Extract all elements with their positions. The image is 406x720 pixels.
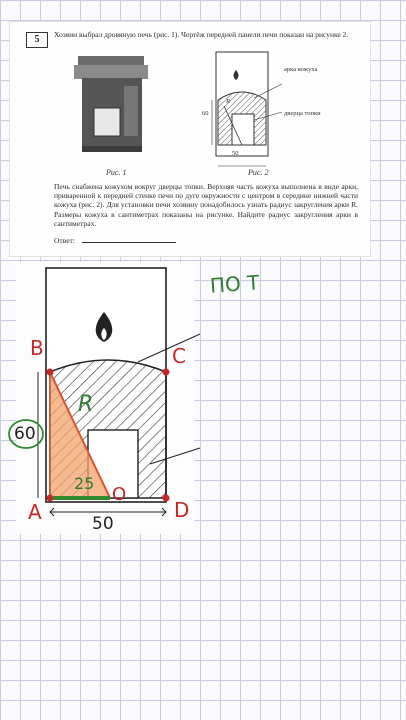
task-intro: Хозяин выбрал дровяную печь (рис. 1). Чертёж передней панели печи показан на рисунке 2. <box>54 30 349 39</box>
half-width-label: 25 <box>74 474 95 493</box>
stove-photo <box>68 56 156 160</box>
task-body: Печь снабжена кожухом вокруг дверцы топки. Верхняя часть кожуха выполнена в виде арки, приваренной к передней стенке печи по дуге окружности с центром в середине нижней части кожуха (рис. 2). Для установки печи хозяину понадобилось узнать радиус закругления арки R. Размеры кожуха в сантиметрах показаны на рисунке. Найдите радиус закругления арки в сантиметрах. <box>54 182 358 228</box>
point-o-label: O <box>112 484 127 505</box>
fig1-caption: Рис. 1 <box>106 168 127 177</box>
height-label: 60 <box>14 424 36 444</box>
point-d-label: D <box>174 498 190 522</box>
point-a-label: A <box>28 500 42 524</box>
handwritten-note: ПО Т <box>209 270 261 298</box>
label-height: 60 <box>202 110 209 117</box>
stove-scheme-small <box>196 50 356 174</box>
label-door: дверца топки <box>284 110 321 117</box>
fig2-caption: Рис. 2 <box>248 168 269 177</box>
label-width: 50 <box>232 150 239 157</box>
answer-label: Ответ: <box>54 236 75 245</box>
radius-label: R <box>78 392 94 417</box>
point-b-label: B <box>30 336 44 360</box>
task-number: 5 <box>26 32 48 48</box>
answer-field[interactable] <box>82 242 176 243</box>
label-arch: арка кожуха <box>284 66 318 73</box>
annotated-scheme <box>0 262 210 538</box>
point-c-label: C <box>172 344 186 368</box>
textbook-excerpt <box>10 22 370 256</box>
label-radius: R <box>226 98 230 105</box>
width-label: 50 <box>92 514 114 534</box>
